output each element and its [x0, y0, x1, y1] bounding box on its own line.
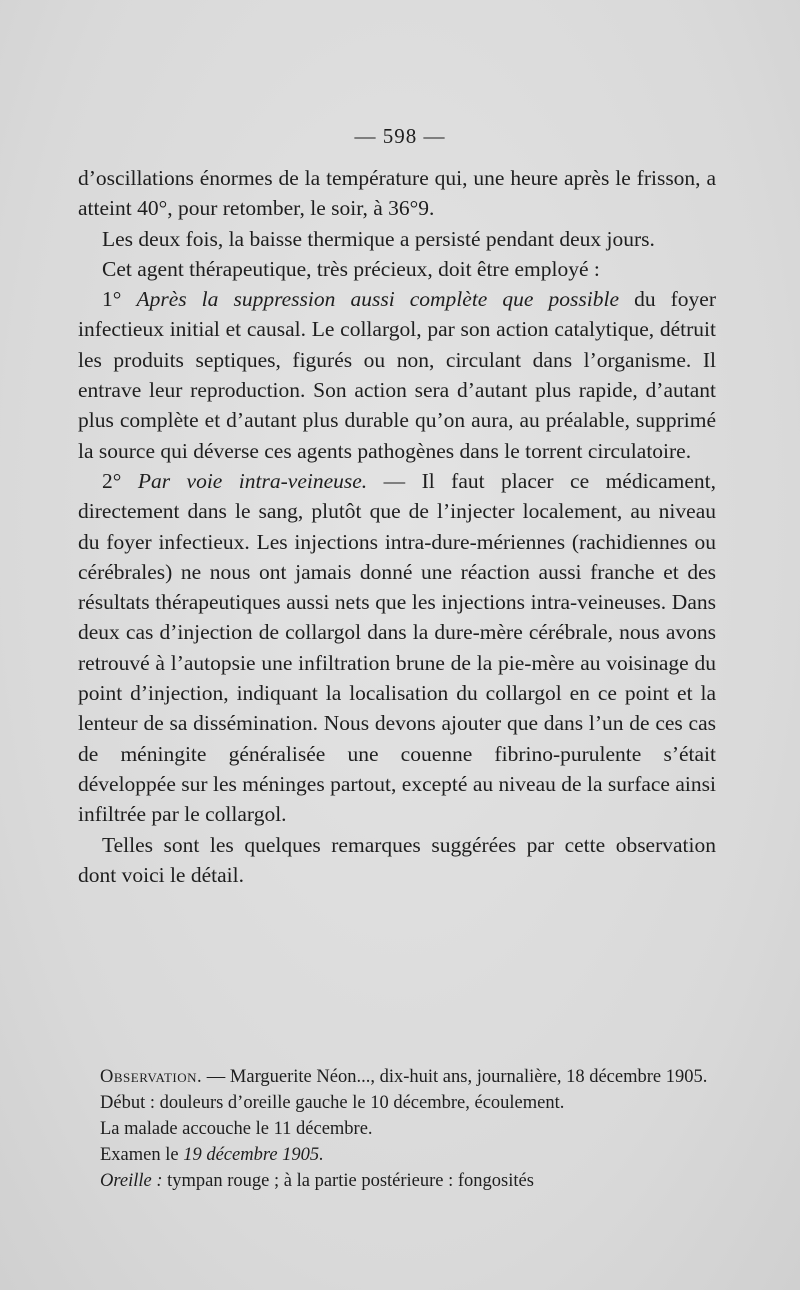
ear-label: Oreille : — [100, 1171, 163, 1191]
point-1-number: 1° — [102, 287, 122, 312]
observation-section — [78, 1064, 716, 1194]
observation-exam — [78, 1142, 716, 1168]
ear-text: tympan rouge ; à la partie postérieure : fongosités — [162, 1171, 534, 1191]
paragraph-point-2 — [78, 466, 716, 830]
point-2-body: — Il faut placer ce médicament, directement dans le sang, plutôt que de l’injecter localement, au niveau du foyer infectieux. Les injections intra-dure-mériennes (rachidiennes ou cérébrales) ne nous ont jamais donné une réaction aussi franche et des résultats thérapeutiques aussi nets que les injections intra-veineuses. Dans deux cas d’injection de collargol dans la dure-mère cérébrale, nous avons retrouvé à l’autopsie une infiltration brune de la pie-mère au voisinage du point d’injection, indiquant la localisation du collargol en ce point et la lenteur de sa dissémination. Nous devons ajouter que dans l’un de ces cas de méningite généralisée une couenne fibrino-purulente s’était développée sur les méninges partout, excepté au niveau de la surface ainsi infiltrée par le collargol. — [78, 468, 717, 827]
point-1-heading: Après la suppression aussi complète que possible — [136, 287, 619, 312]
main-text — [78, 163, 716, 890]
observation-delivery: La malade accouche le 11 décembre. — [100, 1119, 373, 1139]
point-1-body: du foyer infectieux initial et causal. Le collargol, par son action catalytique, détruit les produits septiques, figurés ou non, circulant dans l’organisme. Il entrave leur reproduction. Son action sera d’autant plus rapide, d’autant plus complète et d’autant plus durable qu’on aura, au préalable, supprimé la source qui déverse ces agents pathogènes dans le torrent circulatoire. — [78, 287, 716, 463]
observation-label: Observation. — [100, 1067, 203, 1087]
observation-ear — [78, 1168, 716, 1194]
paragraph-agent-intro: Cet agent thérapeutique, très précieux, doit être employé : — [102, 256, 600, 281]
point-2-heading: Par voie intra-veineuse. — [137, 468, 368, 493]
paragraph-conclusion: Telles sont les quelques remarques suggérées par cette observation dont voici le détail. — [78, 832, 716, 887]
point-2-number: 2° — [102, 468, 122, 493]
observation-header — [78, 1064, 716, 1090]
observation-patient: — Marguerite Néon..., dix-huit ans, journalière, 18 décembre 1905. — [202, 1067, 708, 1087]
paragraph-continuation: d’oscillations énormes de la température qui, une heure après le frisson, a atteint 40°, pour retomber, le soir, à 36°9. — [78, 166, 716, 221]
exam-date: 19 décembre 1905. — [183, 1145, 324, 1165]
page-number: — 598 — — [354, 124, 446, 148]
paragraph-point-1 — [78, 284, 716, 466]
exam-label: Examen le — [100, 1145, 184, 1165]
observation-debut: Début : douleurs d’oreille gauche le 10 décembre, écoulement. — [100, 1093, 565, 1113]
paragraph-thermal-drop: Les deux fois, la baisse thermique a persisté pendant deux jours. — [102, 226, 655, 251]
